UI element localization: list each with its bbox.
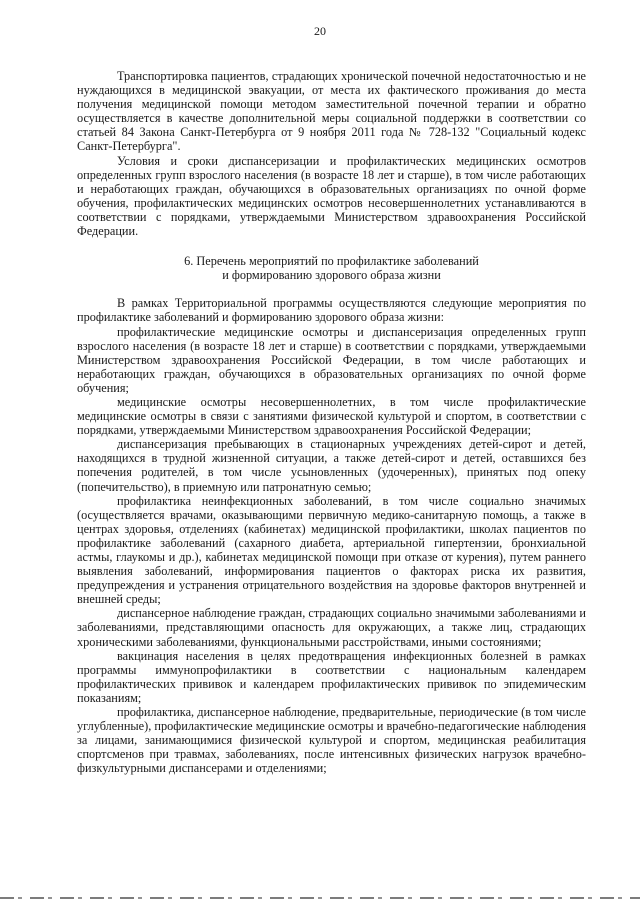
section-heading: [77, 254, 586, 282]
list-item-adult-checkups: профилактические медицинские осмотры и диспансеризация определенных групп взрослого населения (в возрасте 18 лет и старше) в соответствии с порядками, утверждаемыми Министерством здравоохранения Российской Федерации, в том числе работающих и неработающих граждан, обучающихся в образовательных организациях по очной форме обучения;: [77, 324, 586, 395]
document-body: [77, 69, 586, 776]
list-item-noninfectious-prevention: профилактика неинфекционных заболеваний, в том числе социально значимых (осуществляется врачами, оказывающими первичную медико-санитарную помощь, а также в центрах здоровья, отделениях (кабинетах) медицинской профилактики, школах пациентов по профилактике заболеваний (сахарного диабета, артериальной гипертензии, бронхиальной астмы, глаукомы и др.), кабинетах медицинской помощи при отказе от курения), путем раннего выявления заболеваний, информирования пациентов о факторах риска их развития, предупреждения и устранения отрицательного воздействия на здоровье факторов внутренней и внешней среды;: [77, 493, 586, 607]
section-heading-line-1: 6. Перечень мероприятий по профилактике заболеваний: [184, 254, 479, 269]
section-heading-line-2: и формированию здорового образа жизни: [222, 268, 441, 283]
paragraph-intro: В рамках Территориальной программы осуществляются следующие мероприятия по профилактике заболеваний и формированию здорового образа жизни:: [77, 296, 586, 325]
paragraph-transport: Транспортировка пациентов, страдающих хронической почечной недостаточностью и не нуждающихся в медицинской эвакуации, от места их фактического проживания до места получения медицинской помощи методом заместительной почечной терапии и обратно осуществляется в качестве дополнительной меры социальной поддержки в соответствии со статьей 84 Закона Санкт-Петербурга от 9 ноября 2011 года № 728-132 "Социальный кодекс Санкт-Петербурга".: [77, 69, 586, 154]
paragraph-dispensary-terms: Условия и сроки диспансеризации и профилактических медицинских осмотров определенных групп взрослого населения (в возрасте 18 лет и старше), в том числе работающих и неработающих граждан, обучающихся в образовательных организациях по очной форме обучения, профилактических медицинских осмотров несовершеннолетних устанавливаются в соответствии с порядками, утверждаемыми Министерством здравоохранения Российской Федерации.: [77, 153, 586, 239]
list-item-dispensary-observation: диспансерное наблюдение граждан, страдающих социально значимыми заболеваниями и заболеваниями, представляющими опасность для окружающих, а также лиц, страдающих хроническими заболеваниями, функциональными расстройствами, иными состояниями;: [77, 606, 586, 649]
list-item-vaccination: вакцинация населения в целях предотвращения инфекционных болезней в рамках программы иммунопрофилактики в соответствии с национальным календарем профилактических прививок и календарем профилактических прививок по эпидемическим показаниям;: [77, 648, 586, 705]
list-item-orphan-dispensary: диспансеризация пребывающих в стационарных учреждениях детей-сирот и детей, находящихся в трудной жизненной ситуации, а также детей-сирот и детей, оставшихся без попечения родителей, в том числе усыновленных (удочеренных), принятых под опеку (попечительство), в приемную или патронатную семью;: [77, 437, 586, 494]
list-item-minor-checkups: медицинские осмотры несовершеннолетних, в том числе профилактические медицинские осмотры в связи с занятиями физической культурой и спортом, в соответствии с порядками, утверждаемыми Министерством здравоохранения Российской Федерации;: [77, 394, 586, 438]
list-item-sports-medicine: профилактика, диспансерное наблюдение, предварительные, периодические (в том числе углубленные), профилактические медицинские осмотры и врачебно-педагогические наблюдения за лицами, занимающимися физической культурой и спортом, медицинская реабилитация спортсменов при травмах, заболеваниях, после интенсивных физических нагрузок врачебно-физкультурными диспансерами и отделениями;: [77, 705, 586, 776]
scan-edge-line: [0, 897, 640, 899]
page-number: 20: [314, 24, 326, 38]
